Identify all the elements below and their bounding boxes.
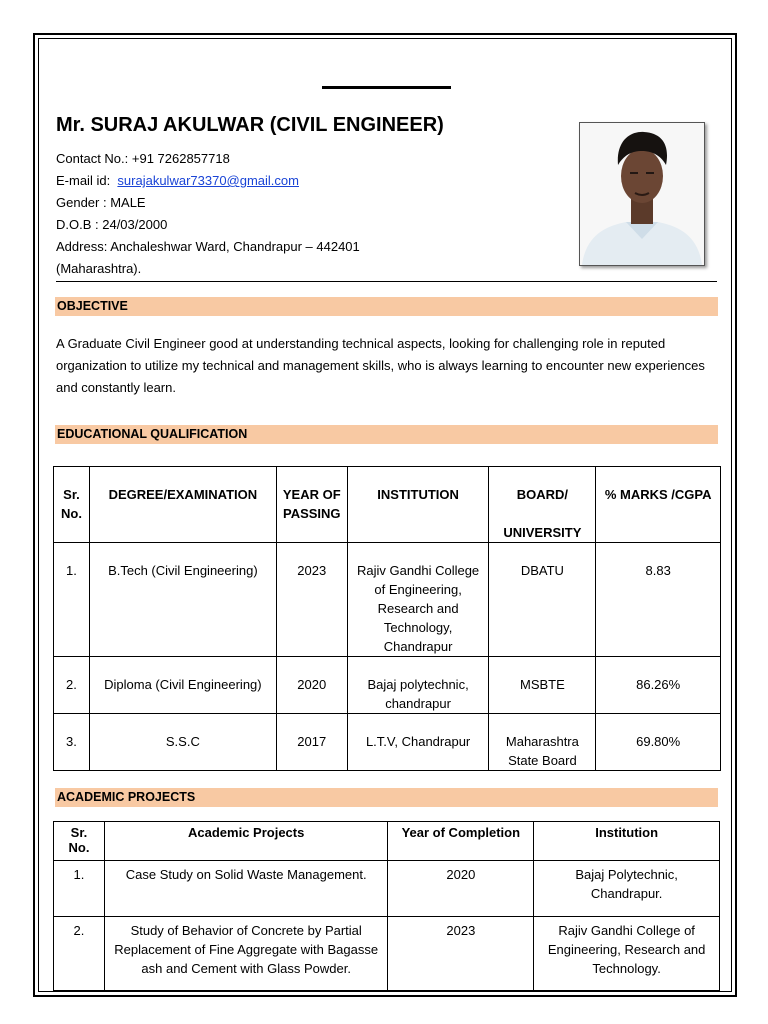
header-sr-no: Sr. No. [54,822,105,861]
cell-year: 2017 [276,714,347,771]
projects-table [53,821,720,991]
header-divider [56,281,717,282]
date-of-birth: D.O.B : 24/03/2000 [56,217,168,232]
cell-institution: Bajaj polytechnic, chandrapur [347,657,489,714]
cell-institution: Rajiv Gandhi College of Engineering, Research and Technology. [534,917,720,991]
cell-marks: 69.80% [596,714,721,771]
table-row [54,657,721,714]
table-header-row [54,467,721,543]
cell-year: 2020 [388,861,534,917]
projects-heading: ACADEMIC PROJECTS [55,788,718,807]
candidate-name: Mr. SURAJ AKULWAR (CIVIL ENGINEER) [56,114,444,136]
table-row [54,917,720,991]
address-line-2: (Maharashtra). [56,261,142,276]
cell-year: 2023 [276,543,347,657]
cell-degree: B.Tech (Civil Engineering) [89,543,276,657]
header-board: BOARD/ UNIVERSITY [489,467,596,543]
cell-sr: 1. [54,861,105,917]
header-decoration-bar [322,86,451,89]
cell-sr: 2. [54,917,105,991]
objective-heading: OBJECTIVE [55,297,718,316]
cell-institution: Bajaj Polytechnic, Chandrapur. [534,861,720,917]
cell-sr: 1. [54,543,90,657]
address-line-1: Address: Anchaleshwar Ward, Chandrapur – 442401 [56,239,360,254]
header-institution: Institution [534,822,720,861]
cell-institution: Rajiv Gandhi College of Engineering, Research and Technology, Chandrapur [347,543,489,657]
header-institution: INSTITUTION [347,467,489,543]
profile-photo [579,122,705,266]
header-sr-no: Sr. No. [54,467,90,543]
objective-text: A Graduate Civil Engineer good at understanding technical aspects, looking for challenging role in reputed organization to utilize my technical and management skills, who is always learning to encounter new experiences and constantly learn. [56,336,705,395]
cell-board: Maharashtra State Board [489,714,596,771]
header-year: Year of Completion [388,822,534,861]
header-marks: % MARKS /CGPA [596,467,721,543]
table-row [54,861,720,917]
education-table [53,466,721,771]
cell-year: 2020 [276,657,347,714]
bottom-rule [52,995,718,996]
cell-sr: 3. [54,714,90,771]
education-heading: EDUCATIONAL QUALIFICATION [55,425,718,444]
contact-info [56,148,360,280]
cell-degree: Diploma (Civil Engineering) [89,657,276,714]
table-header-row [54,822,720,861]
cell-project: Case Study on Solid Waste Management. [104,861,387,917]
cell-year: 2023 [388,917,534,991]
table-row [54,543,721,657]
cell-marks: 8.83 [596,543,721,657]
cell-sr: 2. [54,657,90,714]
gender: Gender : MALE [56,195,146,210]
cell-board: DBATU [489,543,596,657]
email-row [56,170,360,192]
cell-board: MSBTE [489,657,596,714]
email-label: E-mail id: [56,173,111,188]
cell-institution: L.T.V, Chandrapur [347,714,489,771]
header-degree: DEGREE/EXAMINATION [89,467,276,543]
email-link[interactable]: surajakulwar73370@gmail.com [117,173,299,188]
cell-marks: 86.26% [596,657,721,714]
cell-degree: S.S.C [89,714,276,771]
cell-project: Study of Behavior of Concrete by Partial Replacement of Fine Aggregate with Bagasse ash and Cement with Glass Powder. [104,917,387,991]
person-photo-icon [580,123,704,265]
contact-number: Contact No.: +91 7262857718 [56,151,230,166]
table-row [54,714,721,771]
header-project: Academic Projects [104,822,387,861]
header-year: YEAR OF PASSING [276,467,347,543]
